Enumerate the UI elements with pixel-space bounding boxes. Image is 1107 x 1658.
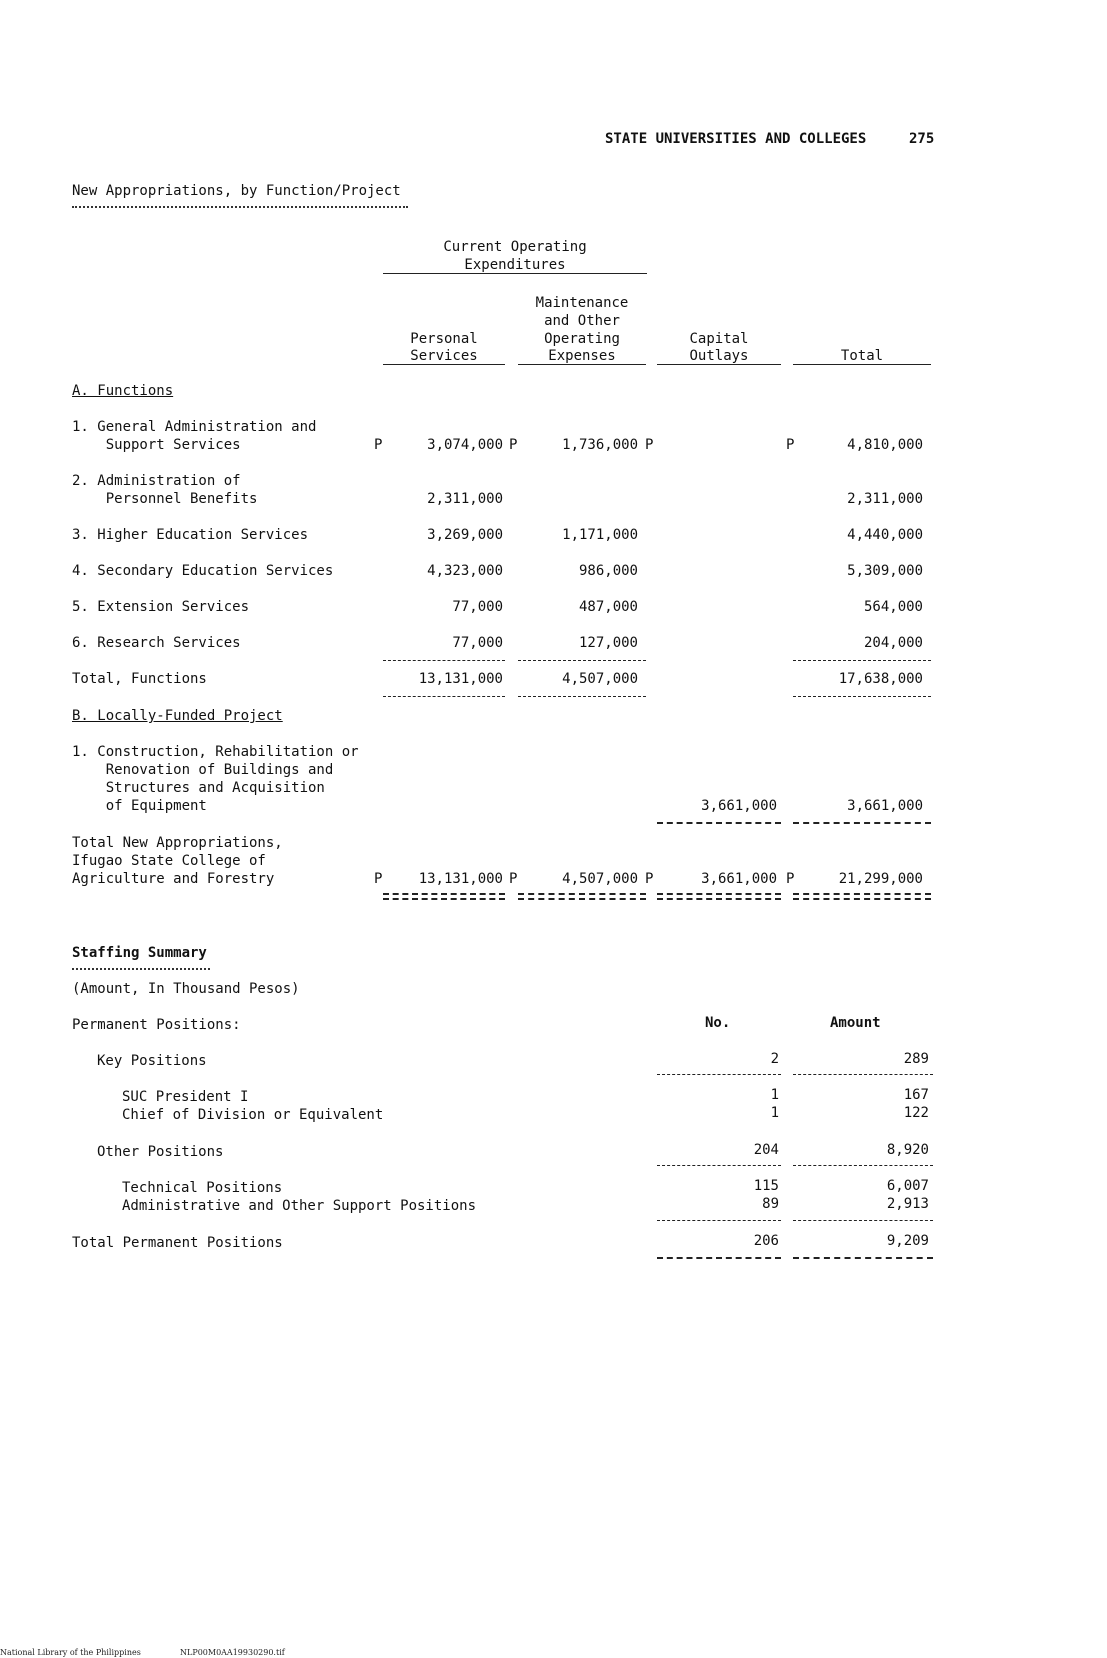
- staffing-rule: [793, 1165, 933, 1166]
- col-amount-header: Amount: [830, 1015, 881, 1031]
- key-item-no: 1: [770, 1105, 779, 1121]
- col-co-line2: Outlays: [689, 348, 749, 364]
- peso-sign: P: [645, 437, 654, 453]
- other-item-amount: 6,007: [886, 1178, 929, 1194]
- peso-sign: P: [786, 871, 795, 887]
- subtotal-rule: [793, 696, 931, 697]
- other-item-label: Technical Positions: [122, 1180, 283, 1196]
- function-4-ps: 4,323,000: [427, 563, 503, 579]
- subtotal-rule: [518, 696, 646, 697]
- project-label-cont: of Equipment: [72, 798, 207, 814]
- function-3-ps: 3,269,000: [427, 527, 503, 543]
- function-5-mooe: 487,000: [578, 599, 638, 615]
- section-a-heading: A. Functions: [72, 383, 174, 399]
- peso-sign: P: [645, 871, 654, 887]
- col-co-rule: [657, 364, 781, 365]
- function-4-total: 5,309,000: [847, 563, 923, 579]
- staffing-rule: [793, 1074, 933, 1075]
- total-permanent-no: 206: [753, 1233, 779, 1249]
- function-6-ps: 77,000: [452, 635, 503, 651]
- peso-sign: P: [374, 871, 383, 887]
- col-group-line1: Current Operating: [443, 239, 587, 255]
- function-1-ps: 3,074,000: [427, 437, 503, 453]
- grand-total-label-cont: Ifugao State College of: [72, 853, 266, 869]
- function-5-total: 564,000: [863, 599, 923, 615]
- key-item-label: Chief of Division or Equivalent: [122, 1107, 384, 1123]
- function-3-total: 4,440,000: [847, 527, 923, 543]
- grand-total-mooe: 4,507,000: [562, 871, 638, 887]
- project-co: 3,661,000: [701, 798, 777, 814]
- function-5-label: 5. Extension Services: [72, 599, 250, 615]
- staffing-total-rule: [657, 1257, 781, 1259]
- page-number: 275: [909, 131, 935, 147]
- function-6-label: 6. Research Services: [72, 635, 241, 651]
- subtotal-rule: [518, 660, 646, 661]
- grand-total-label-cont: Agriculture and Forestry: [72, 871, 275, 887]
- function-2-label-cont: Personnel Benefits: [72, 491, 258, 507]
- staffing-subtitle: (Amount, In Thousand Pesos): [72, 981, 300, 997]
- grand-total-total: 21,299,000: [838, 871, 923, 887]
- permanent-positions-label: Permanent Positions:: [72, 1017, 241, 1033]
- function-4-label: 4. Secondary Education Services: [72, 563, 334, 579]
- other-item-no: 115: [753, 1178, 779, 1194]
- function-6-total: 204,000: [863, 635, 923, 651]
- col-ps-line1: Personal: [410, 331, 478, 347]
- peso-sign: P: [374, 437, 383, 453]
- staffing-rule: [793, 1220, 933, 1221]
- footer-library: National Library of the Philippines: [0, 1648, 141, 1657]
- grand-total-double-rule: [383, 893, 505, 900]
- peso-sign: P: [786, 437, 795, 453]
- function-5-ps: 77,000: [452, 599, 503, 615]
- other-item-amount: 2,913: [886, 1196, 929, 1212]
- col-total-rule: [793, 364, 931, 365]
- title-double-rule: [72, 206, 408, 208]
- project-label-cont: Structures and Acquisition: [72, 780, 325, 796]
- function-6-mooe: 127,000: [578, 635, 638, 651]
- staffing-title: Staffing Summary: [72, 945, 207, 961]
- col-ps-rule: [383, 364, 505, 365]
- function-3-label: 3. Higher Education Services: [72, 527, 309, 543]
- col-mooe-line4: Expenses: [548, 348, 616, 364]
- other-item-label: Administrative and Other Support Positions: [122, 1198, 477, 1214]
- col-mooe-line1: Maintenance: [535, 295, 629, 311]
- other-item-no: 89: [762, 1196, 779, 1212]
- function-1-label-cont: Support Services: [72, 437, 241, 453]
- grand-total-ps: 13,131,000: [418, 871, 503, 887]
- other-positions-no: 204: [753, 1142, 779, 1158]
- peso-sign: P: [509, 871, 518, 887]
- key-item-amount: 122: [903, 1105, 929, 1121]
- function-2-total: 2,311,000: [847, 491, 923, 507]
- key-item-amount: 167: [903, 1087, 929, 1103]
- project-total: 3,661,000: [847, 798, 923, 814]
- total-permanent-amount: 9,209: [886, 1233, 929, 1249]
- total-functions-mooe: 4,507,000: [562, 671, 638, 687]
- grand-total-double-rule: [657, 893, 781, 900]
- appropriations-title: New Appropriations, by Function/Project: [72, 183, 401, 199]
- grand-total-label: Total New Appropriations,: [72, 835, 283, 851]
- col-group-rule: [383, 273, 647, 274]
- function-2-ps: 2,311,000: [427, 491, 503, 507]
- function-3-mooe: 1,171,000: [562, 527, 638, 543]
- function-1-label: 1. General Administration and: [72, 419, 317, 435]
- col-no-header: No.: [705, 1015, 731, 1031]
- project-label: 1. Construction, Rehabilitation or: [72, 744, 359, 760]
- key-item-label: SUC President I: [122, 1089, 249, 1105]
- subtotal-rule: [793, 660, 931, 661]
- staffing-rule: [657, 1165, 781, 1166]
- subtotal-rule: [383, 660, 505, 661]
- staffing-total-rule: [793, 1257, 933, 1259]
- col-mooe-rule: [518, 364, 646, 365]
- project-rule: [657, 822, 781, 824]
- grand-total-double-rule: [518, 893, 646, 900]
- subtotal-rule: [383, 696, 505, 697]
- staffing-rule: [657, 1074, 781, 1075]
- function-1-mooe: 1,736,000: [562, 437, 638, 453]
- key-positions-no: 2: [770, 1051, 779, 1067]
- col-group-line2: Expenditures: [464, 257, 566, 273]
- other-positions-label: Other Positions: [97, 1144, 224, 1160]
- key-item-no: 1: [770, 1087, 779, 1103]
- col-mooe-line2: and Other: [544, 313, 620, 329]
- peso-sign: P: [509, 437, 518, 453]
- section-b-heading: B. Locally-Funded Project: [72, 708, 283, 724]
- total-functions-total: 17,638,000: [838, 671, 923, 687]
- col-ps-line2: Services: [410, 348, 478, 364]
- project-rule: [793, 822, 931, 824]
- other-positions-amount: 8,920: [886, 1142, 929, 1158]
- total-functions-ps: 13,131,000: [418, 671, 503, 687]
- function-2-label: 2. Administration of: [72, 473, 241, 489]
- col-co-line1: Capital: [689, 331, 749, 347]
- grand-total-co: 3,661,000: [701, 871, 777, 887]
- col-mooe-line3: Operating: [544, 331, 620, 347]
- key-positions-label: Key Positions: [97, 1053, 207, 1069]
- key-positions-amount: 289: [903, 1051, 929, 1067]
- function-1-total: 4,810,000: [847, 437, 923, 453]
- total-permanent-label: Total Permanent Positions: [72, 1235, 283, 1251]
- function-4-mooe: 986,000: [578, 563, 638, 579]
- project-label-cont: Renovation of Buildings and: [72, 762, 334, 778]
- grand-total-double-rule: [793, 893, 931, 900]
- running-header: STATE UNIVERSITIES AND COLLEGES: [605, 131, 867, 147]
- staffing-rule: [657, 1220, 781, 1221]
- col-total: Total: [840, 348, 884, 364]
- footer-file: NLP00M0AA19930290.tif: [180, 1648, 285, 1657]
- staffing-double-rule: [72, 968, 210, 970]
- total-functions-label: Total, Functions: [72, 671, 207, 687]
